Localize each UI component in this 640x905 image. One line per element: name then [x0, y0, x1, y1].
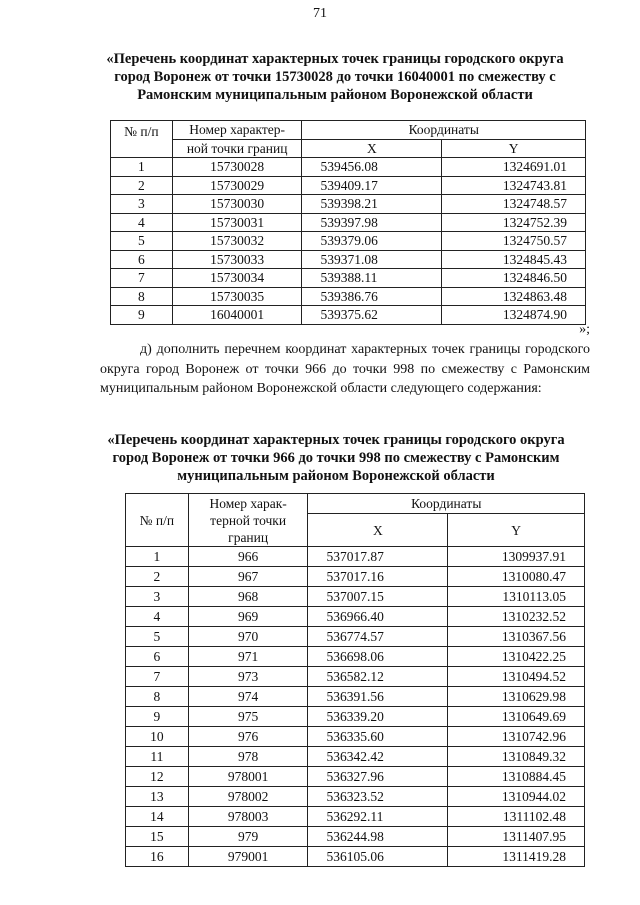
coord-y: 1311102.48	[448, 807, 585, 827]
point-number: 978	[188, 747, 308, 767]
coord-x: 539388.11	[302, 269, 442, 288]
coord-x: 536339.20	[308, 707, 448, 727]
table-row	[126, 747, 585, 767]
coord-x: 536342.42	[308, 747, 448, 767]
coord-y: 1310649.69	[448, 707, 585, 727]
point-number: 968	[188, 587, 308, 607]
point-number: 979001	[188, 847, 308, 867]
coord-y: 1324846.50	[442, 269, 586, 288]
header-num: № п/п	[111, 121, 173, 158]
table-row	[111, 176, 586, 195]
row-number: 16	[126, 847, 189, 867]
table-row	[126, 687, 585, 707]
header-point: Номер характер-	[172, 121, 302, 140]
point-number: 979	[188, 827, 308, 847]
table-row	[126, 707, 585, 727]
row-number: 3	[111, 195, 173, 214]
coord-y: 1324748.57	[442, 195, 586, 214]
row-number: 6	[126, 647, 189, 667]
table-row	[126, 587, 585, 607]
header-point-cont: ной точки границ	[172, 139, 302, 158]
coord-y: 1311407.95	[448, 827, 585, 847]
point-number: 970	[188, 627, 308, 647]
coord-y: 1324845.43	[442, 250, 586, 269]
table-row	[126, 827, 585, 847]
point-number: 16040001	[172, 306, 302, 325]
row-number: 2	[126, 567, 189, 587]
coord-y: 1324863.48	[442, 287, 586, 306]
table-row	[126, 567, 585, 587]
coord-x: 539386.76	[302, 287, 442, 306]
coord-y: 1310113.05	[448, 587, 585, 607]
closing-quote: »;	[579, 322, 590, 337]
page-number: 71	[313, 6, 327, 21]
coord-y: 1310494.52	[448, 667, 585, 687]
coord-x: 539398.21	[302, 195, 442, 214]
table-row	[111, 195, 586, 214]
header-x: X	[308, 514, 448, 547]
row-number: 8	[126, 687, 189, 707]
header-point-line-2: терной точки	[210, 512, 287, 528]
point-number: 967	[188, 567, 308, 587]
coord-x: 537007.15	[308, 587, 448, 607]
coordinates-table-2	[125, 493, 585, 867]
point-number: 978001	[188, 767, 308, 787]
row-number: 6	[111, 250, 173, 269]
coord-y: 1324743.81	[442, 176, 586, 195]
row-number: 3	[126, 587, 189, 607]
coord-y: 1310629.98	[448, 687, 585, 707]
coord-y: 1310742.96	[448, 727, 585, 747]
coord-x: 536327.96	[308, 767, 448, 787]
point-number: 15730033	[172, 250, 302, 269]
row-number: 10	[126, 727, 189, 747]
coord-x: 536292.11	[308, 807, 448, 827]
row-number: 11	[126, 747, 189, 767]
row-number: 12	[126, 767, 189, 787]
point-number: 15730034	[172, 269, 302, 288]
table-row	[111, 287, 586, 306]
table-row	[126, 667, 585, 687]
point-number: 15730032	[172, 232, 302, 251]
header-y: Y	[448, 514, 585, 547]
point-number: 15730028	[172, 158, 302, 177]
coord-x: 539371.08	[302, 250, 442, 269]
header-point	[188, 494, 308, 547]
coord-y: 1311419.28	[448, 847, 585, 867]
coord-y: 1324691.01	[442, 158, 586, 177]
coord-x: 536105.06	[308, 847, 448, 867]
point-number: 971	[188, 647, 308, 667]
point-number: 975	[188, 707, 308, 727]
coord-x: 536774.57	[308, 627, 448, 647]
coord-y: 1310884.45	[448, 767, 585, 787]
coord-y: 1310944.02	[448, 787, 585, 807]
coord-x: 539409.17	[302, 176, 442, 195]
header-num: № п/п	[126, 494, 189, 547]
table-row	[111, 213, 586, 232]
header-y: Y	[442, 139, 586, 158]
row-number: 7	[126, 667, 189, 687]
row-number: 1	[126, 547, 189, 567]
coord-x: 539379.06	[302, 232, 442, 251]
row-number: 4	[126, 607, 189, 627]
point-number: 976	[188, 727, 308, 747]
coord-y: 1324750.57	[442, 232, 586, 251]
table-row	[126, 787, 585, 807]
point-number: 973	[188, 667, 308, 687]
coord-x: 536335.60	[308, 727, 448, 747]
table-row	[126, 767, 585, 787]
section-title-1: «Перечень координат характерных точек границы городского округа город Воронеж от точки 15730028 до точки 16040001 по смежеству с Рамонским муниципальным районом Воронежской области	[106, 51, 564, 103]
header-point-line-1: Номер харак-	[209, 495, 287, 511]
coord-x: 537017.87	[308, 547, 448, 567]
row-number: 9	[126, 707, 189, 727]
amendment-paragraph: д) дополнить перечнем координат характерных точек границы городского округа город Воронеж от точки 966 до точки 998 по смежеству с Рамонским муниципальным районом Воронежской области следующего содержания:	[100, 342, 590, 396]
table-1-body	[111, 158, 586, 325]
header-x: X	[302, 139, 442, 158]
coord-y: 1324874.90	[442, 306, 586, 325]
coord-x: 539456.08	[302, 158, 442, 177]
table-row	[111, 250, 586, 269]
coord-x: 537017.16	[308, 567, 448, 587]
table-row	[126, 807, 585, 827]
point-number: 15730035	[172, 287, 302, 306]
point-number: 15730031	[172, 213, 302, 232]
row-number: 1	[111, 158, 173, 177]
coordinates-table-1	[110, 120, 586, 325]
table-row	[111, 232, 586, 251]
header-point-line-3: границ	[228, 529, 269, 545]
coord-x: 539397.98	[302, 213, 442, 232]
table-row	[126, 727, 585, 747]
header-coordinates: Координаты	[308, 494, 585, 514]
table-row	[111, 269, 586, 288]
coord-y: 1310080.47	[448, 567, 585, 587]
point-number: 15730030	[172, 195, 302, 214]
coord-y: 1310232.52	[448, 607, 585, 627]
row-number: 5	[126, 627, 189, 647]
coord-y: 1324752.39	[442, 213, 586, 232]
section-title-2: «Перечень координат характерных точек границы городского округа город Воронеж от точки 966 до точки 998 по смежеству с Рамонским муниципальным районом Воронежской области	[107, 432, 565, 484]
table-row	[111, 306, 586, 325]
row-number: 4	[111, 213, 173, 232]
point-number: 969	[188, 607, 308, 627]
point-number: 966	[188, 547, 308, 567]
table-row	[126, 607, 585, 627]
table-row	[126, 847, 585, 867]
row-number: 15	[126, 827, 189, 847]
coord-x: 536244.98	[308, 827, 448, 847]
coord-x: 536698.06	[308, 647, 448, 667]
coord-x: 536966.40	[308, 607, 448, 627]
coord-y: 1310422.25	[448, 647, 585, 667]
point-number: 15730029	[172, 176, 302, 195]
row-number: 8	[111, 287, 173, 306]
row-number: 9	[111, 306, 173, 325]
row-number: 5	[111, 232, 173, 251]
table-row	[126, 547, 585, 567]
table-row	[111, 158, 586, 177]
coord-y: 1310849.32	[448, 747, 585, 767]
row-number: 7	[111, 269, 173, 288]
row-number: 14	[126, 807, 189, 827]
coord-x: 536391.56	[308, 687, 448, 707]
coord-y: 1309937.91	[448, 547, 585, 567]
table-row	[126, 627, 585, 647]
table-row	[126, 647, 585, 667]
point-number: 974	[188, 687, 308, 707]
row-number: 2	[111, 176, 173, 195]
point-number: 978002	[188, 787, 308, 807]
coord-x: 536582.12	[308, 667, 448, 687]
coord-y: 1310367.56	[448, 627, 585, 647]
table-2-body	[126, 547, 585, 867]
coord-x: 539375.62	[302, 306, 442, 325]
coord-x: 536323.52	[308, 787, 448, 807]
row-number: 13	[126, 787, 189, 807]
point-number: 978003	[188, 807, 308, 827]
header-coordinates: Координаты	[302, 121, 586, 140]
